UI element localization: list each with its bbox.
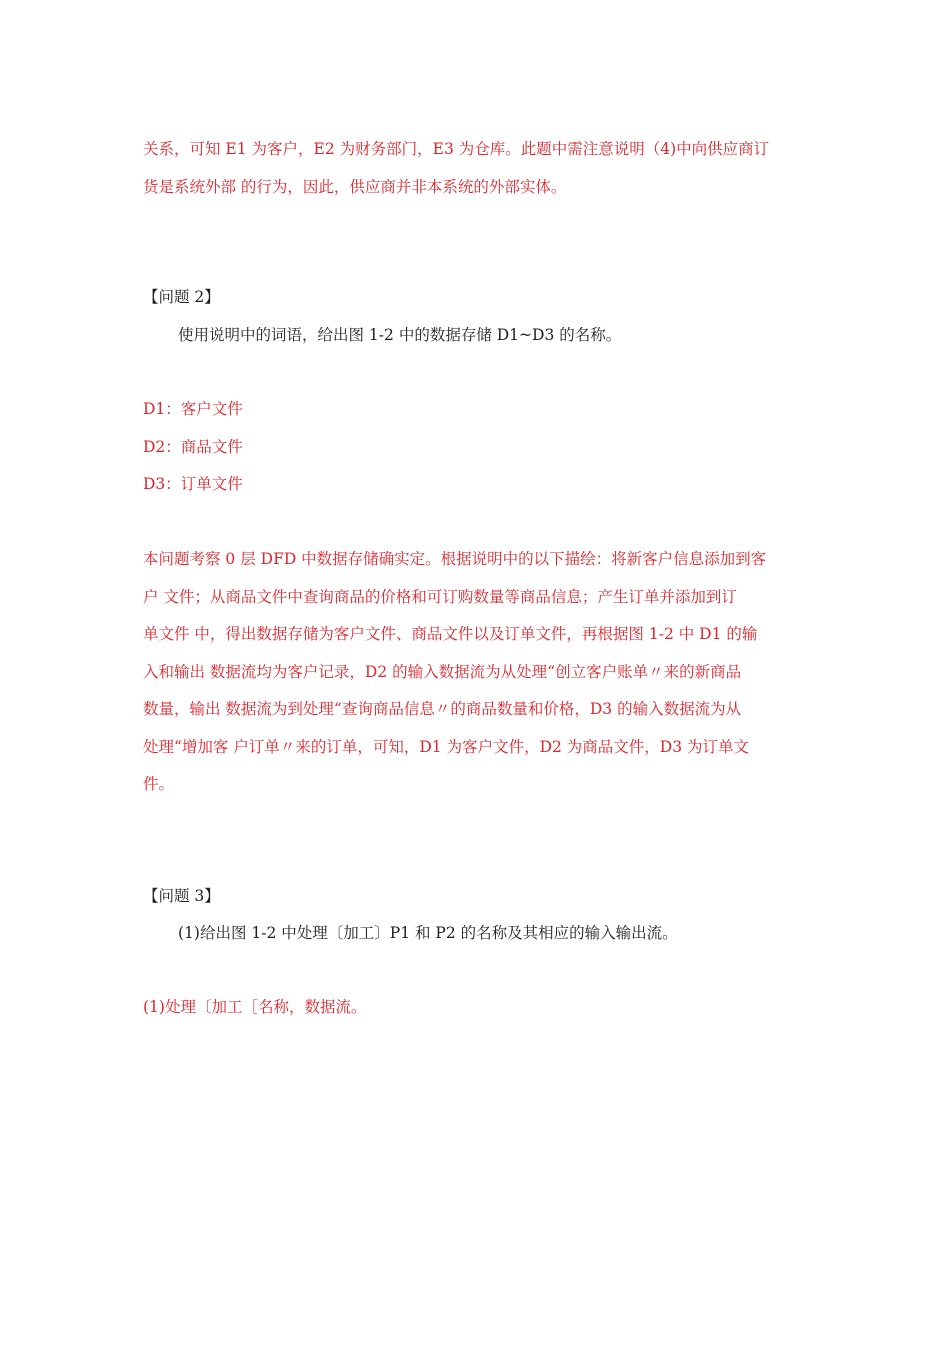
question-prompt: (1)给出图 1-2 中处理〔加工〕P1 和 P2 的名称及其相应的输入输出流。 bbox=[178, 924, 678, 942]
text-line: 件。 bbox=[143, 775, 175, 793]
answer-item: D3：订单文件 bbox=[143, 475, 243, 493]
text-line: 关系，可知 E1 为客户，E2 为财务部门，E3 为仓库。此题中需注意说明（4)中向供应商订 bbox=[143, 140, 770, 158]
question-prompt: 使用说明中的词语，给出图 1-2 中的数据存储 D1~D3 的名称。 bbox=[178, 326, 622, 344]
text-line: 单文件 中，得出数据存储为客户文件、商品文件以及订单文件，再根据图 1-2 中 D1 的输 bbox=[143, 625, 758, 643]
question-heading: 【问题 3】 bbox=[143, 887, 220, 905]
answer-item: D2：商品文件 bbox=[143, 438, 243, 456]
question-heading: 【问题 2】 bbox=[143, 288, 220, 306]
answer-item: D1：客户文件 bbox=[143, 400, 243, 418]
text-line: 入和输出 数据流均为客户记录，D2 的输入数据流为从处理“创立客户账单〃来的新商品 bbox=[143, 663, 742, 681]
text-line: 数量，输出 数据流为到处理“查询商品信息〃的商品数量和价格，D3 的输入数据流为从 bbox=[143, 700, 742, 718]
answer-item: (1)处理〔加工［名称，数据流。 bbox=[143, 998, 367, 1016]
text-line: 货是系统外部 的行为，因此，供应商并非本系统的外部实体。 bbox=[143, 178, 567, 196]
text-line: 本问题考察 0 层 DFD 中数据存储确实定。根据说明中的以下描绘：将新客户信息添加到客 bbox=[143, 550, 767, 568]
text-line: 处理“增加客 户订单〃来的订单，可知，D1 为客户文件，D2 为商品文件，D3 为订单文 bbox=[143, 738, 750, 756]
text-line: 户 文件；从商品文件中查询商品的价格和可订购数量等商品信息；产生订单并添加到订 bbox=[143, 588, 737, 606]
